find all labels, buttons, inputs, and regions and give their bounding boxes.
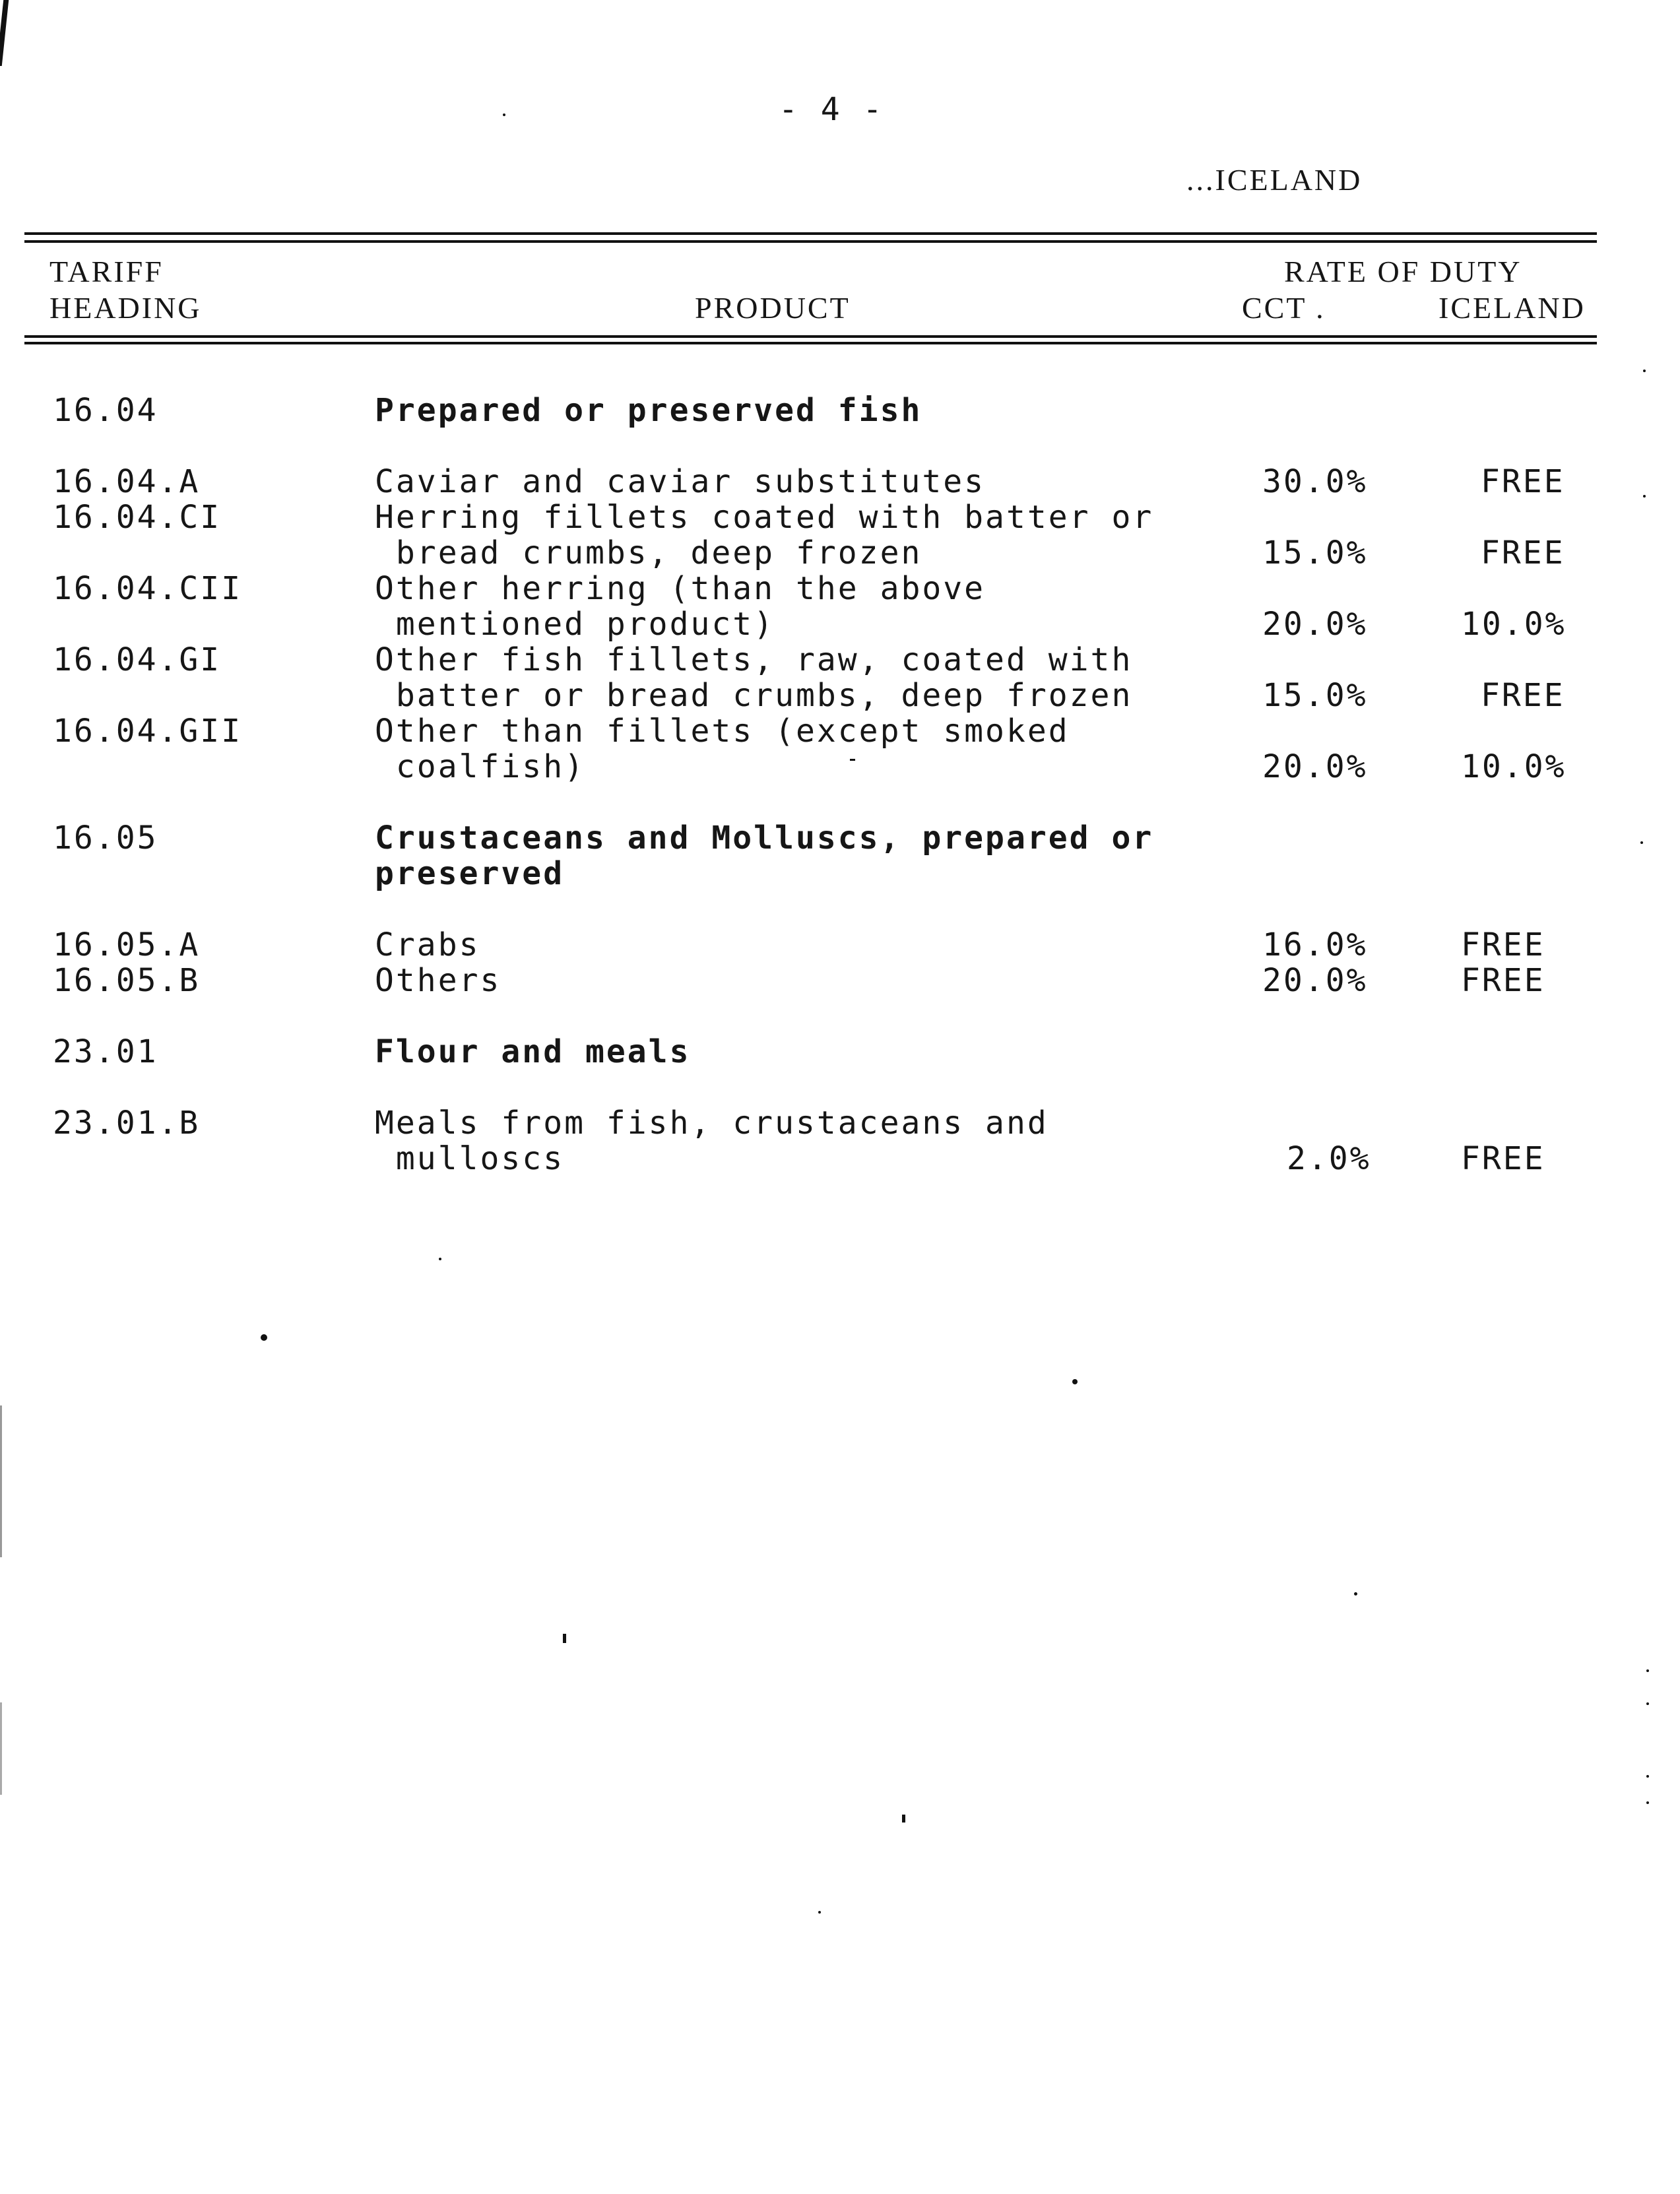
product-description: Other herring (than the above xyxy=(375,570,986,607)
product-description: Other than fillets (except smoked xyxy=(375,713,1070,750)
tariff-code: 16.04.CI xyxy=(53,499,222,536)
rate-iceland: FREE xyxy=(1481,534,1565,571)
rate-cct: 16.0% xyxy=(1262,926,1368,963)
speck xyxy=(1640,841,1643,844)
scan-artifact-left-edge-2 xyxy=(0,1702,2,1795)
product-description: Other fish fillets, raw, coated with xyxy=(375,641,1133,678)
tariff-code: 16.04.GI xyxy=(53,641,222,678)
speck xyxy=(818,1911,821,1914)
product-description-cont: coalfish) xyxy=(375,748,585,785)
rate-iceland: 10.0% xyxy=(1461,606,1567,643)
tariff-code: 16.04 xyxy=(53,392,158,429)
speck xyxy=(850,759,855,761)
rate-iceland: FREE xyxy=(1461,926,1545,963)
product-description: Caviar and caviar substitutes xyxy=(375,463,986,500)
tariff-code: 16.05.A xyxy=(53,926,201,963)
header-tariff: TARIFF xyxy=(49,255,164,288)
rate-iceland: FREE xyxy=(1461,962,1545,999)
rate-iceland: 10.0% xyxy=(1461,748,1567,785)
header-heading: HEADING xyxy=(49,291,202,325)
speck xyxy=(503,113,505,116)
speck xyxy=(261,1334,267,1341)
product-description: Crabs xyxy=(375,926,480,963)
page-number: - 4 - xyxy=(779,91,884,128)
country-tag: ...ICELAND xyxy=(1186,163,1363,197)
header-cct: CCT . xyxy=(1242,291,1326,325)
product-description-cont: batter or bread crumbs, deep frozen xyxy=(375,677,1133,714)
product-description-cont: mentioned product) xyxy=(375,606,775,643)
tariff-code: 16.04.GII xyxy=(53,713,243,750)
tariff-code: 16.05 xyxy=(53,820,158,856)
tariff-code: 16.05.B xyxy=(53,962,201,999)
rate-cct: 20.0% xyxy=(1262,748,1368,785)
tariff-code: 23.01 xyxy=(53,1033,158,1070)
rate-iceland: FREE xyxy=(1461,1140,1545,1177)
rate-cct: 15.0% xyxy=(1262,677,1368,714)
speck xyxy=(1646,1669,1649,1672)
product-description: Crustaceans and Molluscs, prepared or xyxy=(375,820,1154,856)
top-rule-1 xyxy=(24,232,1597,235)
speck xyxy=(1072,1379,1078,1384)
speck xyxy=(902,1815,905,1823)
product-description-cont: preserved xyxy=(375,855,565,892)
rate-iceland: FREE xyxy=(1481,677,1565,714)
speck xyxy=(1354,1592,1357,1596)
top-rule-2 xyxy=(24,240,1597,243)
header-rule-2 xyxy=(24,342,1597,344)
product-description: Meals from fish, crustaceans and xyxy=(375,1105,1049,1142)
tariff-code: 23.01.B xyxy=(53,1105,201,1142)
product-description-cont: mulloscs xyxy=(375,1140,565,1177)
header-rule-1 xyxy=(24,335,1597,338)
speck xyxy=(1643,495,1646,498)
header-iceland: ICELAND xyxy=(1438,291,1586,325)
speck xyxy=(439,1258,441,1260)
speck xyxy=(1646,1775,1649,1778)
scan-artifact-left-edge xyxy=(0,1405,2,1557)
product-description: Prepared or preserved fish xyxy=(375,392,922,429)
product-description: Herring fillets coated with batter or xyxy=(375,499,1154,536)
speck xyxy=(1646,1702,1649,1705)
product-description: Flour and meals xyxy=(375,1033,691,1070)
rate-cct: 30.0% xyxy=(1262,463,1368,500)
product-description: Others xyxy=(375,962,501,999)
rate-cct: 15.0% xyxy=(1262,534,1368,571)
rate-iceland: FREE xyxy=(1481,463,1565,500)
rate-cct: 20.0% xyxy=(1262,606,1368,643)
tariff-code: 16.04.CII xyxy=(53,570,243,607)
tariff-code: 16.04.A xyxy=(53,463,201,500)
rate-cct: 2.0% xyxy=(1287,1140,1371,1177)
header-product: PRODUCT xyxy=(695,291,851,325)
speck xyxy=(1643,370,1646,372)
speck xyxy=(563,1634,566,1643)
scan-artifact-top-left xyxy=(0,0,9,66)
header-rate-of-duty: RATE OF DUTY xyxy=(1284,255,1522,288)
rate-cct: 20.0% xyxy=(1262,962,1368,999)
product-description-cont: bread crumbs, deep frozen xyxy=(375,534,922,571)
speck xyxy=(1646,1801,1649,1804)
